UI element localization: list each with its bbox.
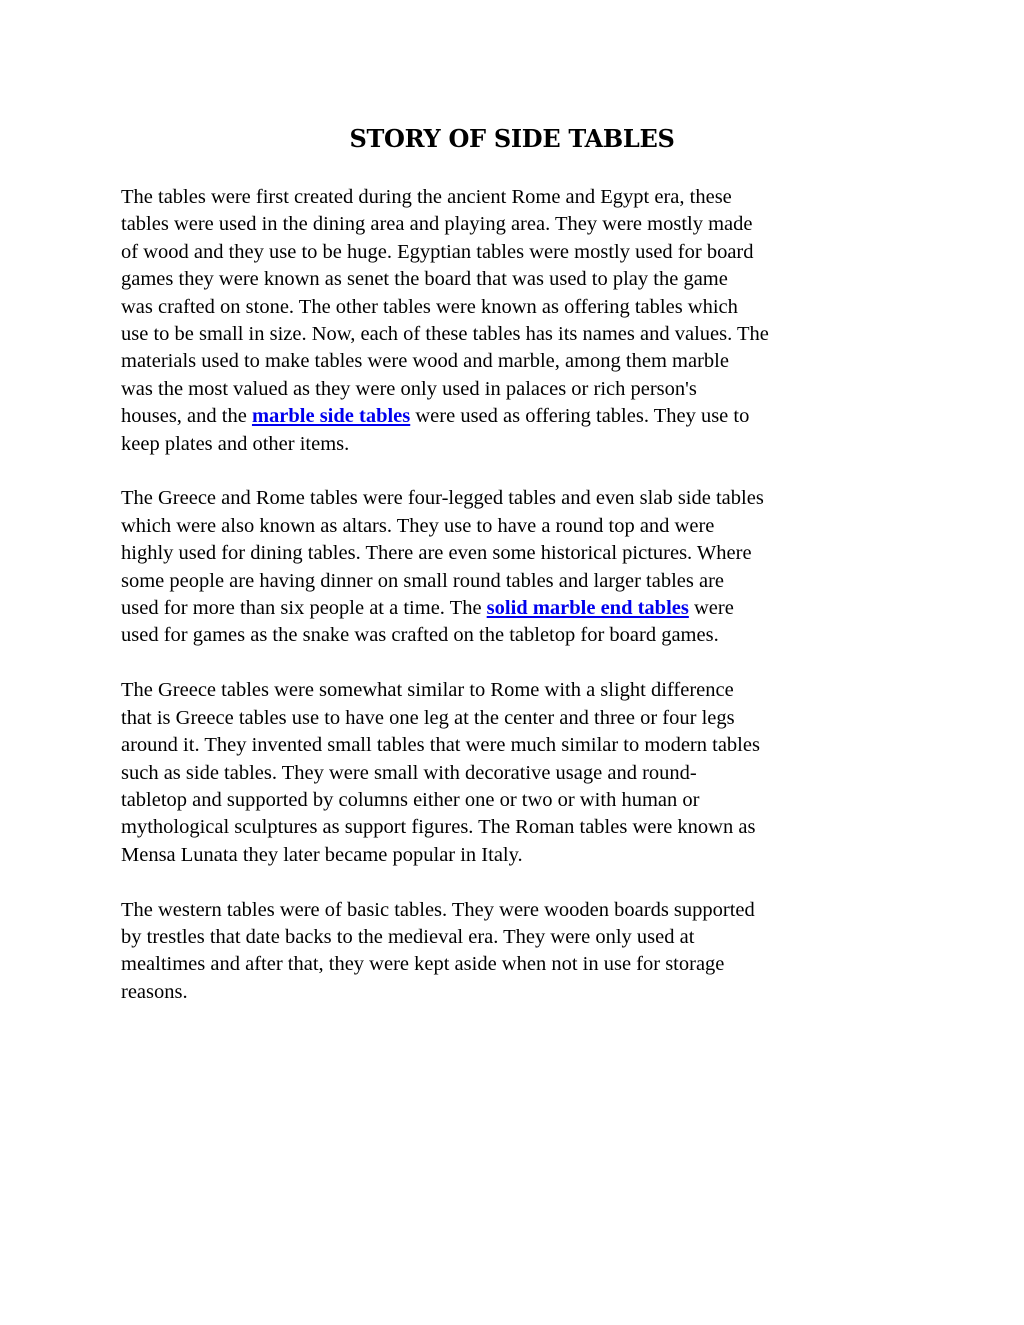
text-line: mythological sculptures as support figures. The Roman tables were known as xyxy=(121,816,756,839)
text-line: such as side tables. They were small with decorative usage and round- xyxy=(121,761,697,784)
paragraph-3 xyxy=(121,677,911,869)
text-line: tables were used in the dining area and playing area. They were mostly made xyxy=(121,213,753,236)
text-line-with-link xyxy=(121,595,911,622)
text-line: by trestles that date backs to the medieval era. They were only used at xyxy=(121,925,695,948)
document-body xyxy=(121,184,911,1034)
text-line: The Greece tables were somewhat similar to Rome with a slight difference xyxy=(121,679,734,702)
page-title: STORY OF SIDE TABLES xyxy=(349,124,675,153)
text-fragment: were xyxy=(688,597,734,620)
text-fragment: used for more than six people at a time. The xyxy=(121,597,487,620)
paragraph-2 xyxy=(121,485,911,649)
text-line: that is Greece tables use to have one leg at the center and three or four legs xyxy=(121,706,735,729)
text-line: mealtimes and after that, they were kept aside when not in use for storage xyxy=(121,953,725,976)
paragraph-4 xyxy=(121,897,911,1007)
text-fragment: houses, and the xyxy=(121,405,252,428)
text-line: was the most valued as they were only used in palaces or rich person's xyxy=(121,377,697,400)
paragraph-1 xyxy=(121,184,911,458)
solid-marble-end-tables-link[interactable]: solid marble end tables xyxy=(486,597,689,620)
text-line: some people are having dinner on small round tables and larger tables are xyxy=(121,569,725,592)
text-line: tabletop and supported by columns either one or two or with human or xyxy=(121,788,700,811)
text-line: which were also known as altars. They use to have a round top and were xyxy=(121,514,715,537)
text-line: was crafted on stone. The other tables were known as offering tables which xyxy=(121,295,738,318)
text-line: The western tables were of basic tables. They were wooden boards supported xyxy=(121,898,755,921)
marble-side-tables-link[interactable]: marble side tables xyxy=(251,405,411,428)
text-line: keep plates and other items. xyxy=(121,432,350,455)
text-line-with-link xyxy=(121,403,911,430)
text-line: highly used for dining tables. There are even some historical pictures. Where xyxy=(121,542,752,565)
text-line: The Greece and Rome tables were four-legged tables and even slab side tables xyxy=(121,487,764,510)
text-line: of wood and they use to be huge. Egyptian tables were mostly used for board xyxy=(121,240,754,263)
text-line: reasons. xyxy=(121,980,188,1003)
text-line: Mensa Lunata they later became popular in Italy. xyxy=(121,843,523,866)
text-line: around it. They invented small tables that were much similar to modern tables xyxy=(121,734,760,757)
text-line: used for games as the snake was crafted on the tabletop for board games. xyxy=(121,624,719,647)
text-line: use to be small in size. Now, each of these tables has its names and values. The xyxy=(121,323,769,346)
text-fragment: were used as offering tables. They use to xyxy=(410,405,750,428)
text-line: The tables were first created during the ancient Rome and Egypt era, these xyxy=(121,186,732,208)
text-line: materials used to make tables were wood and marble, among them marble xyxy=(121,350,729,373)
text-line: games they were known as senet the board that was used to play the game xyxy=(121,268,728,291)
